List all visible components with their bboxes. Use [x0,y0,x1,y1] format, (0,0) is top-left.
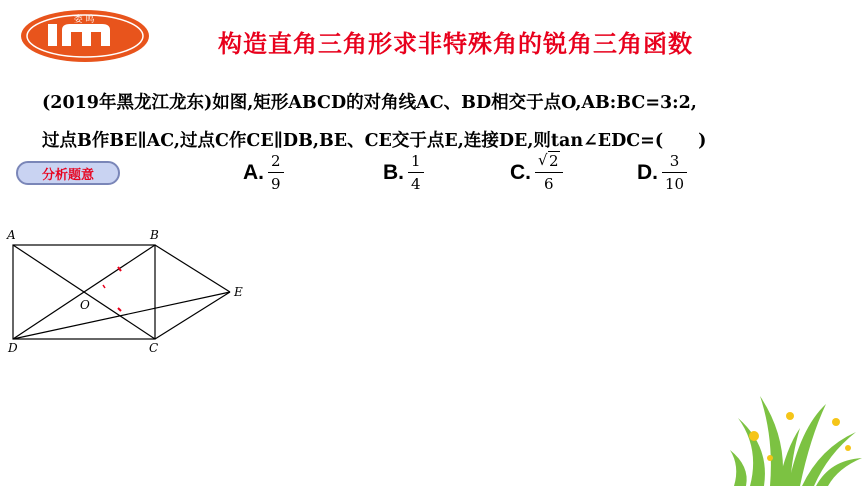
label-c: C [149,341,159,355]
segment-be [155,245,230,292]
choice-c-fraction [535,152,563,193]
logo-caption: 娄 鸣 [73,15,95,25]
question-text [42,84,842,160]
choice-b-fraction [408,152,424,193]
segment-de [13,292,230,339]
label-d: D [8,341,18,355]
question-line-1: (2019年黑龙江龙东)如图,矩形ABCD的对角线AC、BD相交于点O,AB:BC=3:2, [42,93,697,113]
geometry-figure [0,222,260,362]
choice-b-letter: B. [383,160,404,184]
choice-b-denominator: 4 [411,175,421,194]
label-e: E [234,285,243,299]
choice-c[interactable] [510,152,563,193]
choice-d-denominator: 10 [665,175,685,194]
sqrt-symbol: √ 2 [538,151,559,170]
choice-d-fraction [662,152,687,193]
tick-mark [118,308,121,311]
choice-d-numerator: 3 [669,152,680,170]
choice-a-fraction [268,152,284,193]
choice-b-numerator: 1 [411,152,421,170]
choice-a-denominator: 9 [271,175,281,194]
choice-a-numerator: 2 [271,152,281,170]
analysis-button[interactable]: 分析题意 [16,161,120,185]
choice-d-letter: D. [637,160,658,184]
label-b: B [150,228,159,242]
question-line-2: 过点B作BE∥AC,过点C作CE∥DB,BE、CE交于点E,连接DE,则tan∠EDC=( ) [42,131,707,151]
tick-mark [103,285,105,288]
choice-c-denominator: 6 [544,175,554,194]
choice-a-letter: A. [243,160,264,184]
choice-b[interactable] [383,152,424,193]
page-title: 构造直角三角形求非特殊角的锐角三角函数 [218,30,693,58]
segment-ce [155,292,230,339]
label-o: O [80,298,90,312]
logo [18,8,152,64]
choice-a[interactable] [243,152,284,193]
choice-c-numerator [535,152,563,172]
grass-decoration [730,388,864,486]
choice-d[interactable] [637,152,687,193]
label-a: A [7,228,16,242]
choice-c-letter: C. [510,160,531,184]
